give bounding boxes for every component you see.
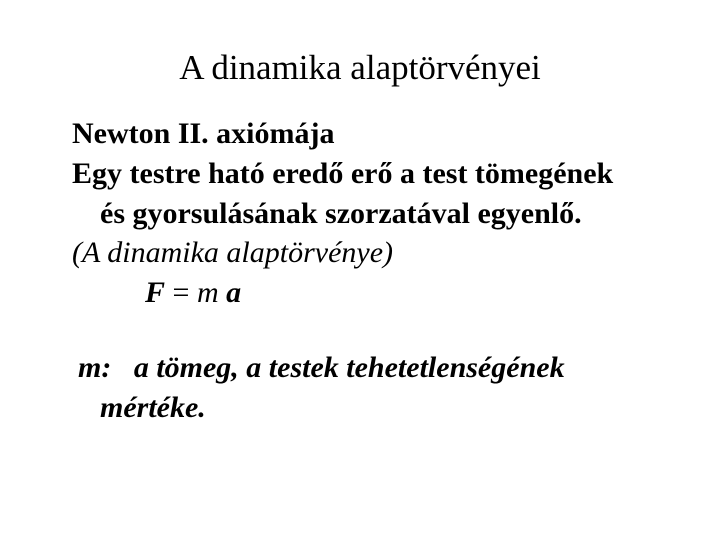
slide-title: A dinamika alaptörvényei xyxy=(179,48,541,87)
law-name: (A dinamika alaptörvénye) xyxy=(72,236,394,269)
law-text-line-1: Egy testre ható eredő erő a test tömegének xyxy=(72,157,614,190)
law-text-line-2: és gyorsulásának szorzatával egyenlő. xyxy=(100,197,582,230)
mass-definition-line-1: m: a tömeg, a testek tehetetlenségének xyxy=(78,351,565,384)
formula-mass: m xyxy=(196,276,219,309)
formula-force: F xyxy=(145,276,166,309)
formula-equals: = xyxy=(172,276,190,309)
mass-definition-line-2: mértéke. xyxy=(100,391,206,424)
formula xyxy=(145,276,241,310)
formula-acceleration: a xyxy=(226,276,242,309)
law-heading: Newton II. axiómája xyxy=(72,117,335,150)
